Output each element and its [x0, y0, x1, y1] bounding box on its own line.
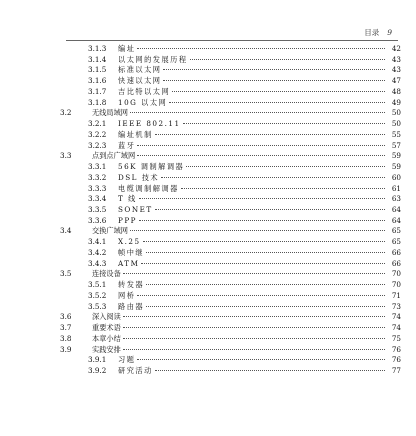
toc-entry-title: 以太网的发展历程 — [118, 54, 188, 64]
toc-entry-title: 重要术语 — [92, 323, 121, 333]
toc-entry-number: 3.2.2 — [88, 129, 107, 139]
toc-entry-title: 实践安排 — [92, 344, 121, 354]
toc-entry-number: 3.3.2 — [88, 172, 107, 182]
toc-entry-number: 3.9 — [60, 344, 72, 354]
toc-entry-number: 3.3.5 — [88, 205, 107, 215]
toc-entry-title: 习题 — [118, 355, 136, 365]
toc-entry-number: 3.5.3 — [88, 301, 107, 311]
dot-leader — [141, 263, 385, 264]
toc-entry-number: 3.5.2 — [88, 290, 107, 300]
toc-entry-number: 3.3.3 — [88, 183, 107, 193]
toc-entry-page: 48 — [391, 86, 401, 96]
toc-entry[interactable] — [60, 345, 401, 356]
toc-entry-page: 66 — [391, 258, 401, 268]
toc-entry-number: 3.2 — [60, 108, 72, 118]
toc-entry-page: 70 — [391, 269, 401, 279]
toc-entry-title: 快速以太网 — [118, 76, 162, 86]
toc-entry-number: 3.6 — [60, 312, 72, 322]
toc-entry[interactable] — [60, 108, 401, 119]
toc-entry-title: PPP — [118, 215, 138, 225]
toc-entry-page: 50 — [391, 119, 401, 129]
dot-leader — [190, 59, 385, 60]
toc-entry-page: 64 — [391, 215, 401, 225]
dot-leader — [137, 295, 385, 296]
toc-entry-title: 标准以太网 — [118, 65, 162, 75]
toc-entry-title: 交换广域网 — [92, 226, 128, 236]
toc-entry-page: 59 — [391, 162, 401, 172]
toc-entry-title: 帧中继 — [118, 247, 145, 257]
toc-entry-page: 42 — [391, 44, 401, 53]
toc-entry[interactable] — [60, 162, 401, 173]
toc-entry-page: 47 — [391, 76, 401, 86]
toc-entry-page: 75 — [391, 333, 401, 343]
toc-entry-page: 50 — [391, 108, 401, 118]
toc-entry-number: 3.2.3 — [88, 140, 107, 150]
toc-entry-title: 电缆调制解调器 — [118, 183, 179, 193]
toc-entry-title: 吉比特以太网 — [118, 86, 171, 96]
toc-entry-page: 60 — [391, 172, 401, 182]
toc-entry-title: 蓝牙 — [118, 140, 136, 150]
toc-entry-title: SONET — [118, 205, 153, 215]
dot-leader — [146, 284, 385, 285]
dot-leader — [123, 316, 385, 317]
dot-leader — [161, 177, 385, 178]
dot-leader — [130, 230, 385, 231]
toc-entry[interactable] — [60, 355, 401, 366]
toc-entry[interactable] — [60, 302, 401, 313]
toc-entry[interactable] — [60, 194, 401, 205]
toc-entry[interactable] — [60, 334, 401, 345]
toc-entry[interactable] — [60, 366, 401, 377]
toc-entry[interactable] — [60, 269, 401, 280]
dot-leader — [181, 188, 385, 189]
toc-entry-number: 3.1.7 — [88, 86, 107, 96]
toc-entry[interactable] — [60, 173, 401, 184]
table-of-contents — [60, 44, 401, 377]
dot-leader — [183, 123, 385, 124]
toc-entry-number: 3.4 — [60, 226, 72, 236]
toc-entry-page: 66 — [391, 247, 401, 257]
toc-entry-number: 3.1.5 — [88, 65, 107, 75]
toc-entry-number: 3.2.1 — [88, 119, 107, 129]
toc-entry[interactable] — [60, 119, 401, 130]
toc-entry[interactable] — [60, 130, 401, 141]
toc-entry-title: IEEE 802.11 — [118, 119, 181, 129]
toc-entry-number: 3.1.8 — [88, 97, 107, 107]
toc-entry[interactable] — [60, 151, 401, 162]
toc-entry-title: ATM — [118, 258, 140, 268]
toc-entry[interactable] — [60, 291, 401, 302]
toc-entry-title: DSL 技术 — [118, 172, 160, 182]
toc-entry-page: 74 — [391, 323, 401, 333]
dot-leader — [186, 166, 385, 167]
toc-entry-number: 3.1.4 — [88, 54, 107, 64]
toc-entry-number: 3.9.1 — [88, 355, 107, 365]
dot-leader — [123, 349, 385, 350]
header-page-number: 9 — [387, 27, 392, 37]
toc-entry[interactable] — [60, 184, 401, 195]
toc-entry-title: 网桥 — [118, 290, 136, 300]
toc-entry-title: 10G 以太网 — [118, 97, 168, 107]
dot-leader — [137, 359, 385, 360]
dot-leader — [155, 370, 385, 371]
toc-entry-page: 55 — [391, 129, 401, 139]
toc-entry[interactable] — [60, 65, 401, 76]
dot-leader — [169, 102, 385, 103]
toc-entry[interactable] — [60, 98, 401, 109]
toc-entry-number: 3.3.6 — [88, 215, 107, 225]
dot-leader — [163, 69, 385, 70]
toc-entry-page: 57 — [391, 140, 401, 150]
toc-entry-page: 49 — [391, 97, 401, 107]
dot-leader — [172, 91, 385, 92]
toc-entry-number: 3.1.6 — [88, 76, 107, 86]
dot-leader — [130, 112, 385, 113]
toc-entry[interactable] — [60, 141, 401, 152]
toc-entry-number: 3.3 — [60, 151, 72, 161]
dot-leader — [139, 220, 385, 221]
toc-entry-page: 59 — [391, 151, 401, 161]
header-rule — [66, 40, 398, 41]
toc-entry-title: 点到点广域网 — [92, 151, 136, 161]
toc-entry[interactable] — [60, 312, 401, 323]
toc-entry[interactable] — [60, 76, 401, 87]
toc-entry[interactable] — [60, 248, 401, 259]
toc-entry-page: 65 — [391, 226, 401, 236]
toc-entry[interactable] — [60, 55, 401, 66]
header-section-title: 目录 — [364, 27, 380, 37]
running-header — [0, 25, 392, 39]
toc-entry-number: 3.4.2 — [88, 247, 107, 257]
toc-entry-title: 连接设备 — [92, 269, 121, 279]
toc-entry[interactable] — [60, 323, 401, 334]
dot-leader — [123, 327, 385, 328]
toc-entry-title: 编址机制 — [118, 129, 153, 139]
toc-entry-number: 3.3.1 — [88, 162, 107, 172]
toc-entry-number: 3.3.4 — [88, 194, 107, 204]
dot-leader — [155, 134, 385, 135]
dot-leader — [163, 80, 385, 81]
toc-entry-page: 76 — [391, 355, 401, 365]
toc-entry[interactable] — [60, 226, 401, 237]
dot-leader — [143, 241, 385, 242]
toc-entry-title: 无线局域网 — [92, 108, 128, 118]
dot-leader — [137, 48, 385, 49]
toc-entry-number: 3.4.3 — [88, 258, 107, 268]
toc-entry-page: 63 — [391, 194, 401, 204]
toc-entry-title: T 线 — [118, 194, 137, 204]
toc-entry-page: 73 — [391, 301, 401, 311]
toc-entry-number: 3.8 — [60, 333, 72, 343]
toc-entry-number: 3.5.1 — [88, 280, 107, 290]
toc-entry-page: 65 — [391, 237, 401, 247]
dot-leader — [146, 252, 385, 253]
toc-entry-page: 43 — [391, 54, 401, 64]
toc-entry-number: 3.1.3 — [88, 44, 107, 53]
dot-leader — [139, 198, 385, 199]
toc-entry[interactable] — [60, 87, 401, 98]
toc-entry-title: 本章小结 — [92, 333, 121, 343]
toc-entry-title: 深入阅读 — [92, 312, 121, 322]
toc-entry-title: 转发器 — [118, 280, 145, 290]
toc-entry-number: 3.4.1 — [88, 237, 107, 247]
toc-entry-page: 61 — [391, 183, 401, 193]
toc-entry[interactable] — [60, 237, 401, 248]
dot-leader — [137, 145, 385, 146]
toc-entry-number: 3.5 — [60, 269, 72, 279]
toc-entry-page: 43 — [391, 65, 401, 75]
toc-entry-page: 64 — [391, 205, 401, 215]
toc-entry-title: 路由器 — [118, 301, 145, 311]
dot-leader — [123, 273, 385, 274]
toc-entry-page: 76 — [391, 344, 401, 354]
toc-entry[interactable] — [60, 216, 401, 227]
dot-leader — [146, 306, 385, 307]
toc-entry[interactable] — [60, 280, 401, 291]
toc-entry-number: 3.9.2 — [88, 366, 107, 376]
toc-entry-title: 56K 调制解调器 — [118, 162, 185, 172]
toc-entry-title: 研究活动 — [118, 366, 153, 376]
dot-leader — [137, 155, 385, 156]
toc-entry[interactable] — [60, 205, 401, 216]
toc-entry-title: X.25 — [118, 237, 141, 247]
dot-leader — [123, 338, 385, 339]
toc-entry[interactable] — [60, 259, 401, 270]
toc-entry-title: 编址 — [118, 44, 136, 53]
dot-leader — [155, 209, 385, 210]
toc-entry[interactable] — [60, 44, 401, 55]
toc-entry-page: 74 — [391, 312, 401, 322]
toc-entry-number: 3.7 — [60, 323, 72, 333]
toc-entry-page: 77 — [391, 366, 401, 376]
toc-entry-page: 71 — [391, 290, 401, 300]
toc-entry-page: 70 — [391, 280, 401, 290]
